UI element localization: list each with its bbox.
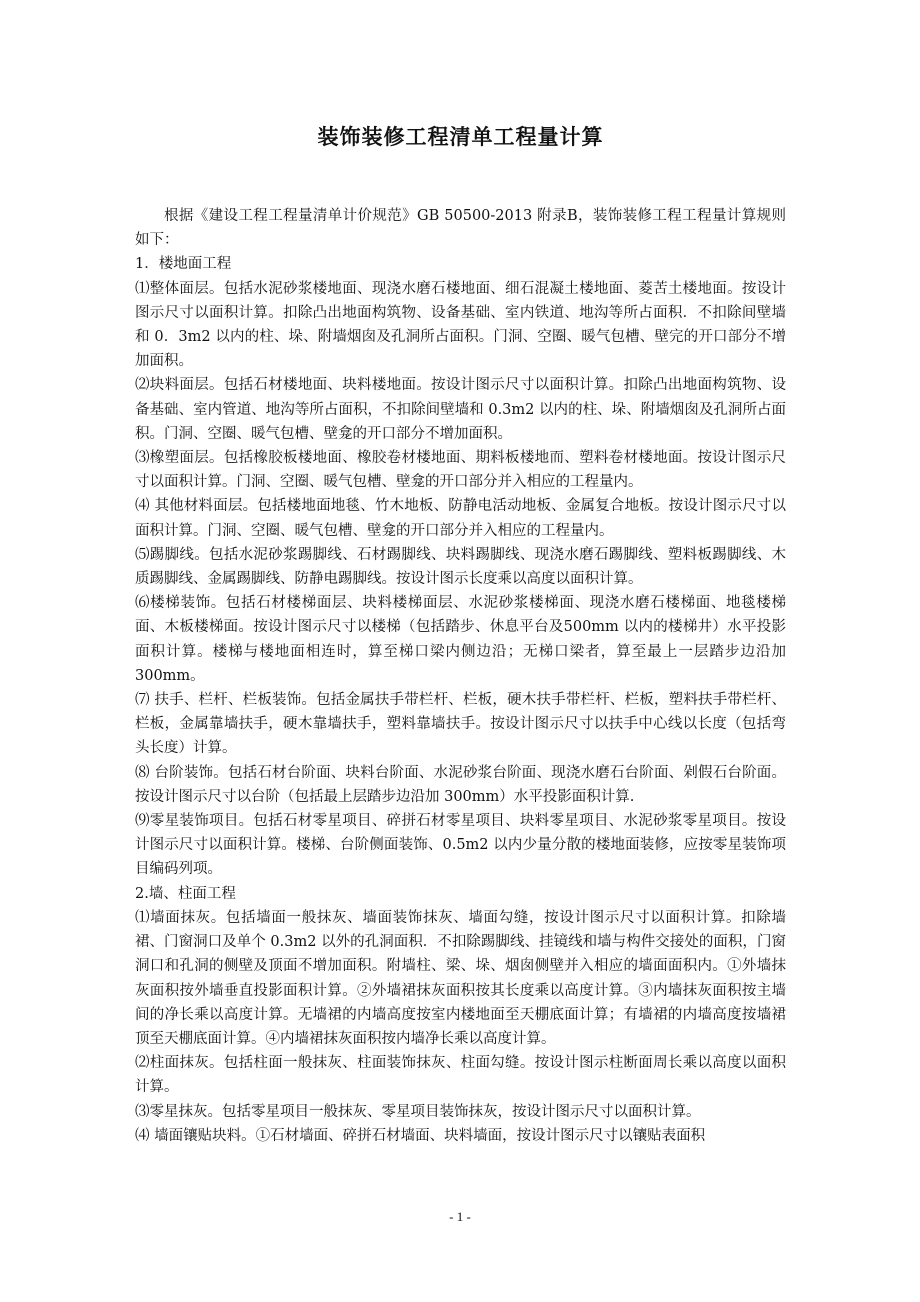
document-page [135,0,786,1148]
paragraph-item: ⑸踢脚线。包括水泥砂浆踢脚线、石材踢脚线、块料踢脚线、现浇水磨石踢脚线、塑料板踢脚线、木质踢脚线、金属踢脚线、防静电踢脚线。按设计图示长度乘以高度以面积计算。 [135,546,786,588]
paragraph-item: ⑴墙面抹灰。包括墙面一般抹灰、墙面装饰抹灰、墙面勾缝，按设计图示尺寸以面积计算。扣除墙裙、门窗洞口及单个 0.3m2 以外的孔洞面积．不扣除踢脚线、挂镜线和墙与构件交接处的面积，门窗洞口和孔洞的侧壁及顶面不增加面积。附墙柱、梁、垛、烟囱侧壁并入相应的墙面面积内。①外墙抹灰面积按外墙垂直投影面积计算。②外墙裙抹灰面积按其长度乘以高度计算。③内墙抹灰面积按主墙间的净长乘以高度计算。无墙裙的内墙高度按室内楼地面至天棚底面计算；有墙裙的内墙高度按墙裙顶至天棚底面计算。④内墙裙抹灰面积按内墙净长乘以高度计算。 [135,909,786,1047]
paragraph-item: ⑵块料面层。包括石材楼地面、块料楼地面。按设计图示尺寸以面积计算。扣除凸出地面构筑物、设备基础、室内管道、地沟等所占面积，不扣除间壁墙和 0.3m2 以内的柱、垛、附墙烟囱及孔洞所占面积。门洞、空圈、暖气包槽、壁龛的开口部分不增加面积。 [135,377,786,442]
page-number: - 1 - [449,1209,471,1224]
paragraph-item: ⑻ 台阶装饰。包括石材台阶面、块料台阶面、水泥砂浆台阶面、现浇水磨石台阶面、剁假石台阶面。按设计图示尺寸以台阶（包括最上层踏步边沿加 300mm）水平投影面积计算. [135,764,786,805]
paragraph-item: ⑶橡塑面层。包括橡胶板楼地面、橡胶卷材楼地面、期料板楼地而、塑料卷材楼地面。按设计图示尺寸以面积计算。门洞、空圈、暖气包槽、壁龛的开口部分并入相应的工程量内。 [135,450,786,491]
paragraph-item: ⑺ 扶手、栏杆、栏板装饰。包括金属扶手带栏杆、栏板，硬木扶手带栏杆、栏板，塑料扶手带栏杆、栏板，金属靠墙扶手，硬木靠墙扶手，塑料靠墙扶手。按设计图示尺寸以扶手中心线以长度（包括弯头长度）计算。 [135,692,786,757]
paragraph-item: ⑷ 其他材料面层。包括楼地面地毯、竹木地板、防静电活动地板、金属复合地板。按设计图示尺寸以面积计算。门洞、空圈、暖气包槽、壁龛的开口部分并入相应的工程量内。 [135,498,786,539]
section-heading-floor: 1．楼地面工程 [135,256,232,273]
paragraph-item: ⑷ 墙面镶贴块料。①石材墙面、碎拼石材墙面、块料墙面，按设计图示尺寸以镶贴表面积 [135,1127,706,1144]
intro-paragraph: 根据《建设工程工程量清单计价规范》GB 50500-2013 附录B，装饰装修工程工程量计算规则如下： [135,208,786,249]
paragraph-item: ⑹楼梯装饰。包括石材楼梯面层、块料楼梯面层、水泥砂浆楼梯面、现浇水磨石楼梯面、地毯楼梯面、木板楼梯面。按设计图示尺寸以楼梯（包括踏步、休息平台及500mm 以内的楼梯井）水平投影面积计算。楼梯与楼地面相连时，算至梯口梁内侧边沿；无梯口梁者，算至最上一层踏步边沿加 300mm。 [135,595,786,684]
section-heading-wall: 2.墙、柱面工程 [135,885,236,902]
paragraph-item: ⑶零星抹灰。包括零星项目一般抹灰、零星项目装饰抹灰，按设计图示尺寸以面积计算。 [135,1103,701,1120]
page-title: 装饰装修工程清单工程量计算 [317,125,604,149]
paragraph-item: ⑴整体面层。包括水泥砂浆楼地面、现浇水磨石楼地面、细石混凝土楼地面、菱苦土楼地面。按设计图示尺寸以面积计算。扣除凸出地面构筑物、设备基础、室内铁道、地沟等所占面积．不扣除间壁墙和 0．3m2 以内的柱、垛、附墙烟囱及孔洞所占面积。门洞、空圈、暖气包槽、壁完的开口部分不增加面积。 [135,280,786,370]
paragraph-item: ⑵柱面抹灰。包括柱面一般抹灰、柱面装饰抹灰、柱面勾缝。按设计图示柱断面周长乘以高度以面积计算。 [135,1055,786,1096]
document-body [135,204,786,1148]
paragraph-item: ⑼零星装饰项目。包括石材零星项目、碎拼石材零星项目、块料零星项目、水泥砂浆零星项目。按设计图示尺寸以面积计算。楼梯、台阶侧面装饰、0.5m2 以内少量分散的楼地面装修，应按零星装饰项目编码列项。 [135,813,786,878]
